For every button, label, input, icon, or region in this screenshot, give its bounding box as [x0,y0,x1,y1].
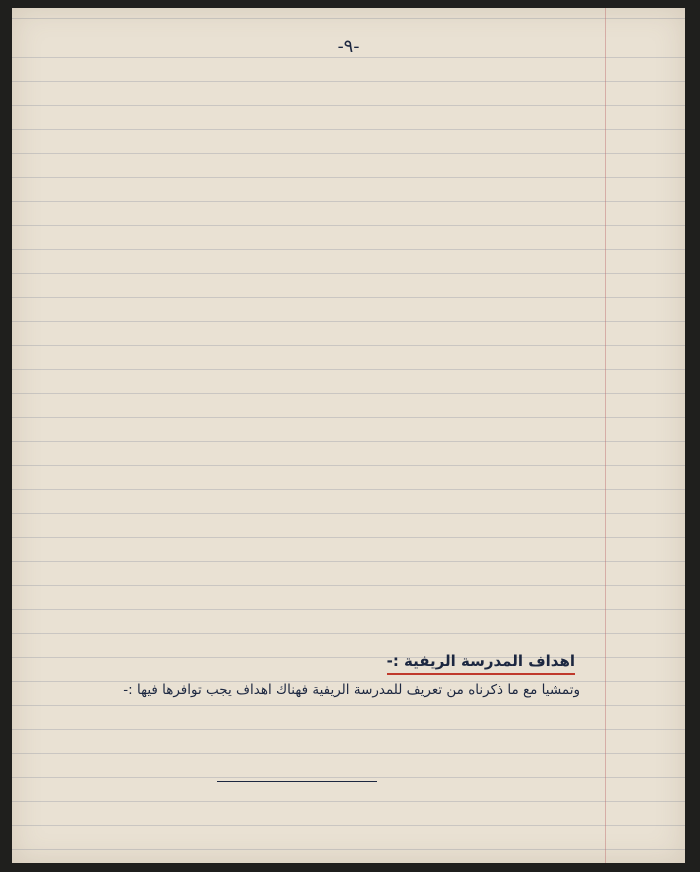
footnote-underline [217,781,377,782]
page-number: -٩- [337,36,360,57]
section-heading: اهداف المدرسة الريفية :- [387,652,575,675]
notebook-page [12,8,685,863]
intro-line: وتمشيا مع ما ذكرناه من تعريف للمدرسة الريفية فهناك اهداف يجب توافرها فيها :- [123,682,580,698]
margin-line [605,8,606,863]
